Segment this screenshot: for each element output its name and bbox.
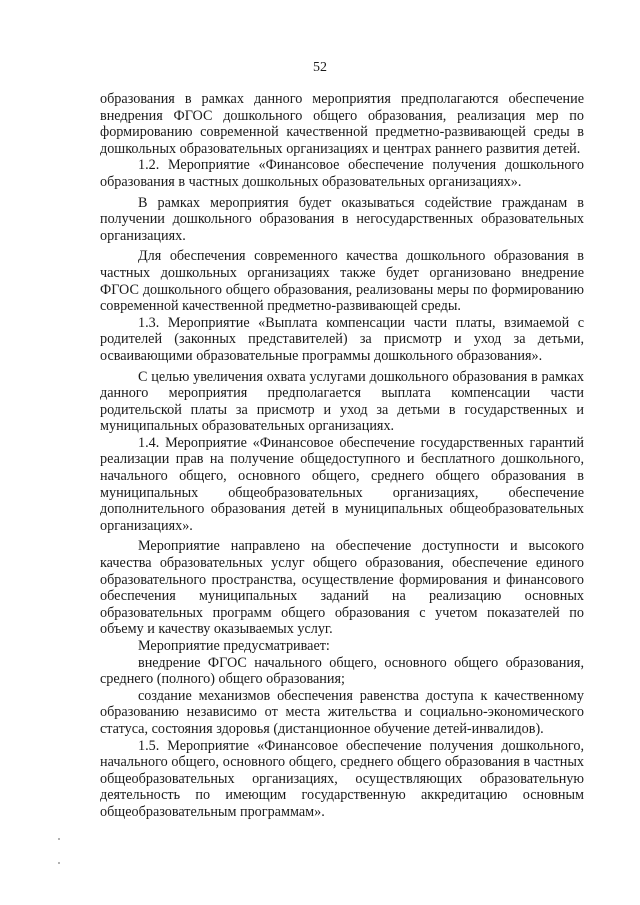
paragraph-equal-access: создание механизмов обеспечения равенства доступа к качественному образованию независимо от места жительства и социально-экономического статуса, состояния здоровья (дистанционное обучение детей-инвалидов). — [100, 687, 584, 737]
paragraph-measure-provisions: Мероприятие предусматривает: — [138, 638, 330, 654]
paragraph-measure-1-4: 1.4. Мероприятие «Финансовое обеспечение государственных гарантий реализации прав на получение общедоступного и бесплатного дошкольного, начального общего, основного общего, среднего общего образования в муниципальных общеобразовательных организациях, обеспечение дополнительного образования детей в муниципальных общеобразовательных организациях». — [100, 434, 584, 534]
paragraph-measure-1-4-description: Мероприятие направлено на обеспечение доступности и высокого качества образовательных услуг общего образования, обеспечение единого образовательного пространства, осуществление формирования и финансового обеспечения муниципальных заданий на реализацию основных образовательных программ общего образования с учетом показателей по объему и качеству оказываемых услуг. — [100, 538, 584, 638]
scan-speck — [58, 838, 60, 840]
paragraph-measure-1-5: 1.5. Мероприятие «Финансовое обеспечение получения дошкольного, начального общего, основного общего, среднего общего образования в частных общеобразовательных организациях, осуществляющих образовательную деятельность по имеющим государственную аккредитацию основным общеобразовательным программам». — [100, 737, 584, 820]
paragraph-measure-1-3-description: С целью увеличения охвата услугами дошкольного образования в рамках данного мероприятия предполагается выплата компенсации части родительской платы за присмотр и уход за детьми в государственных и муниципальных образовательных организациях. — [100, 368, 584, 435]
page-number: 52 — [313, 60, 327, 75]
paragraph-continuation: образования в рамках данного мероприятия предполагаются обеспечение внедрения ФГОС дошкольного общего образования, реализация мер по формированию современной качественной предметно-развивающей среды в дошкольных образовательных организациях и центрах раннего развития детей. — [100, 91, 584, 157]
document-body — [100, 91, 584, 821]
paragraph-measure-1-2-quality: Для обеспечения современного качества дошкольного образования в частных дошкольных организациях также будет организовано внедрение ФГОС дошкольного общего образования, реализованы меры по формированию современной качественной предметно-развивающей среды. — [100, 248, 584, 315]
paragraph-measure-1-2-description: В рамках мероприятия будет оказываться содействие гражданам в получении дошкольного образования в негосударственных образовательных организациях. — [100, 194, 584, 244]
scan-speck — [58, 862, 60, 864]
paragraph-measure-1-3: 1.3. Мероприятие «Выплата компенсации части платы, взимаемой с родителей (законных представителей) за присмотр и уход за детьми, осваивающими образовательные программы дошкольного образования». — [100, 314, 584, 364]
paragraph-measure-1-2: 1.2. Мероприятие «Финансовое обеспечение получения дошкольного образования в частных дошкольных образовательных организациях». — [100, 157, 584, 190]
paragraph-fgos-implementation: внедрение ФГОС начального общего, основного общего образования, среднего (полного) общего образования; — [100, 654, 584, 688]
